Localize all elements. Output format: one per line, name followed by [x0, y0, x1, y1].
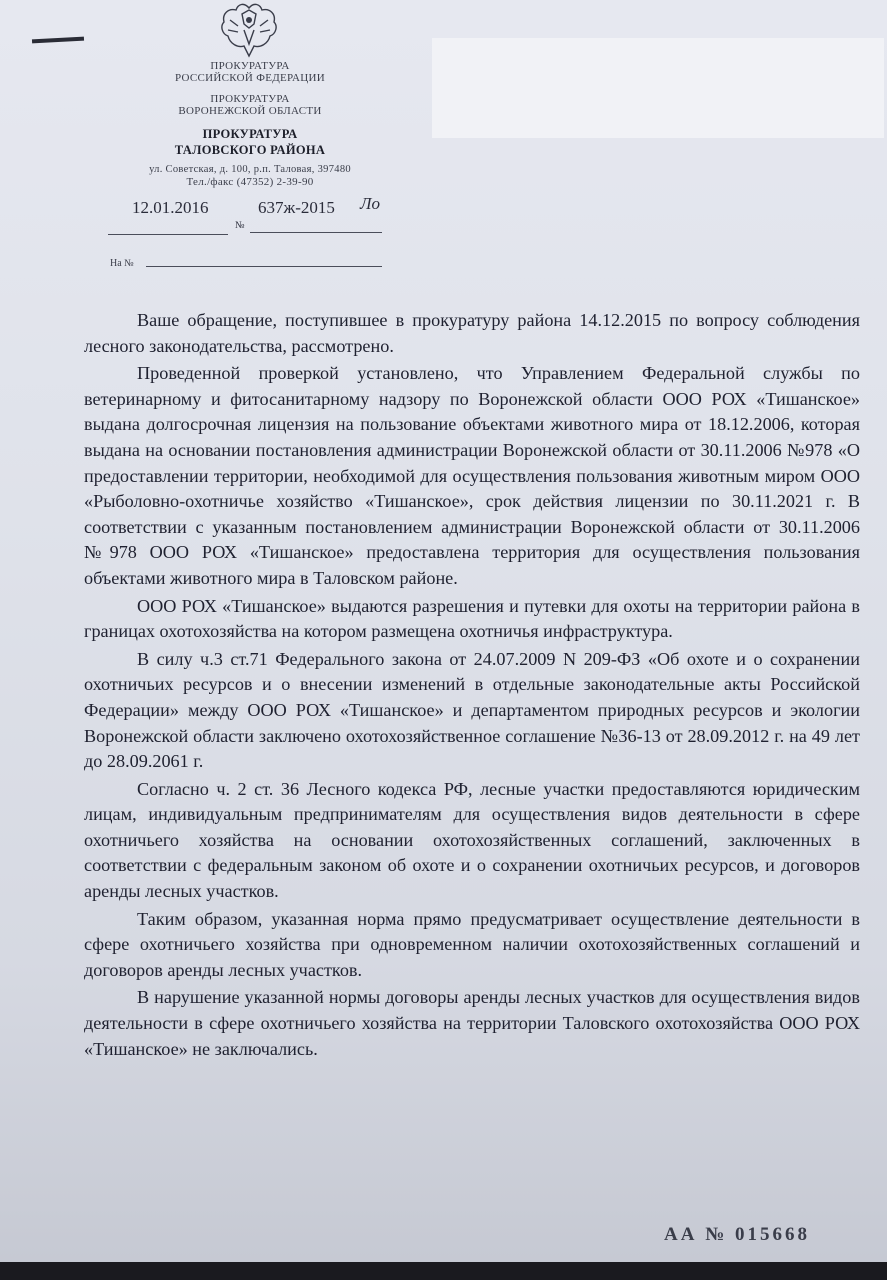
date-underline	[108, 234, 228, 235]
header-address: ул. Советская, д. 100, р.п. Таловая, 397480	[149, 164, 351, 175]
number-underline	[250, 232, 382, 233]
office-header	[100, 60, 400, 188]
in-reply-to-label: На №	[110, 258, 134, 269]
double-headed-eagle-icon	[214, 0, 284, 60]
header-line: ВОРОНЕЖСКОЙ ОБЛАСТИ	[178, 105, 322, 117]
handwritten-initial: Ло	[360, 194, 381, 213]
page-bottom-edge	[0, 1262, 887, 1280]
header-line: ТАЛОВСКОГО РАЙОНА	[174, 143, 326, 157]
header-line: ПРОКУРАТУРА	[210, 93, 290, 105]
body-paragraph: ООО РОХ «Тишанское» выдаются разрешения и путевки для охоты на территории района в границах охотохозяйства на котором размещена охотничья инфраструктура.	[84, 595, 860, 642]
header-line: ПРОКУРАТУРА	[210, 60, 290, 72]
body-paragraph: Согласно ч. 2 ст. 36 Лесного кодекса РФ, лесные участки предоставляются юридическим лицам, индивидуальным предпринимателям для осуществления видов деятельности в сфере охотничьего хозяйства на основании охотохозяйственных соглашений, заключенных в соответствии с федеральным законом об охоте и о сохранении охотничьих ресурсов, и договоров аренды лесных участков.	[84, 778, 860, 902]
body-paragraph: Проведенной проверкой установлено, что Управлением Федеральной службы по ветеринарному и фитосанитарному надзору по Воронежской области ООО РОХ «Тишанское» выдана долгосрочная лицензия на пользование объектами животного мира от 18.12.2006, которая выдана на основании постановления администрации Воронежской области от 30.11.2006 №978 «О предоставлении территории, необходимой для осуществления пользования животным миром ООО «Рыболовно-охотничье хозяйство «Тишанское», срок действия лицензии по 30.11.2021 г. В соответствии с указанным постановлением администрации Воронежской области от 30.11.2006 №978 ООО РОХ «Тишанское» предоставлена территория для осуществления пользования объектами животного мира в Таловском районе.	[84, 363, 860, 588]
letter-body	[84, 308, 860, 1062]
header-line: РОССИЙСКОЙ ФЕДЕРАЦИИ	[174, 72, 326, 84]
letter-date: 12.01.2016	[132, 198, 209, 217]
header-line: ПРОКУРАТУРА	[202, 127, 298, 141]
body-paragraph: В нарушение указанной нормы договоры аренды лесных участков для осуществления видов деятельности в сфере охотничьего хозяйства на территории Таловского охотохозяйства ООО РОХ «Тишанское» не заключались.	[84, 987, 860, 1059]
header-phone: Тел./факс (47352) 2-39-90	[186, 176, 314, 188]
redacted-recipient-block	[432, 38, 884, 138]
body-paragraph: Ваше обращение, поступившее в прокуратуру района 14.12.2015 по вопросу соблюдения лесного законодательства, рассмотрено.	[84, 310, 860, 356]
body-paragraph: Таким образом, указанная норма прямо предусматривает осуществление деятельности в сфере охотничьего хозяйства при одновременном наличии охотохозяйственных соглашений и договоров аренды лесных участков.	[84, 908, 860, 980]
in-reply-to-line	[146, 266, 382, 267]
body-paragraph: В силу ч.3 ст.71 Федерального закона от 24.07.2009 N 209-ФЗ «Об охоте и о сохранении охотничьих ресурсов и о внесении изменений в отдельные законодательные акты Российской Федерации» между ООО РОХ «Тишанское» и департаментом природных ресурсов и экологии Воронежской области заключено охотохозяйственное соглашение №36-13 от 28.09.2012 г. на 49 лет до 28.09.2061 г.	[84, 648, 860, 772]
form-serial-number: АА № 015668	[664, 1224, 811, 1245]
letter-number-label: №	[235, 220, 245, 231]
pen-dash-mark	[32, 37, 84, 44]
letter-number: 637ж-2015	[258, 198, 335, 217]
